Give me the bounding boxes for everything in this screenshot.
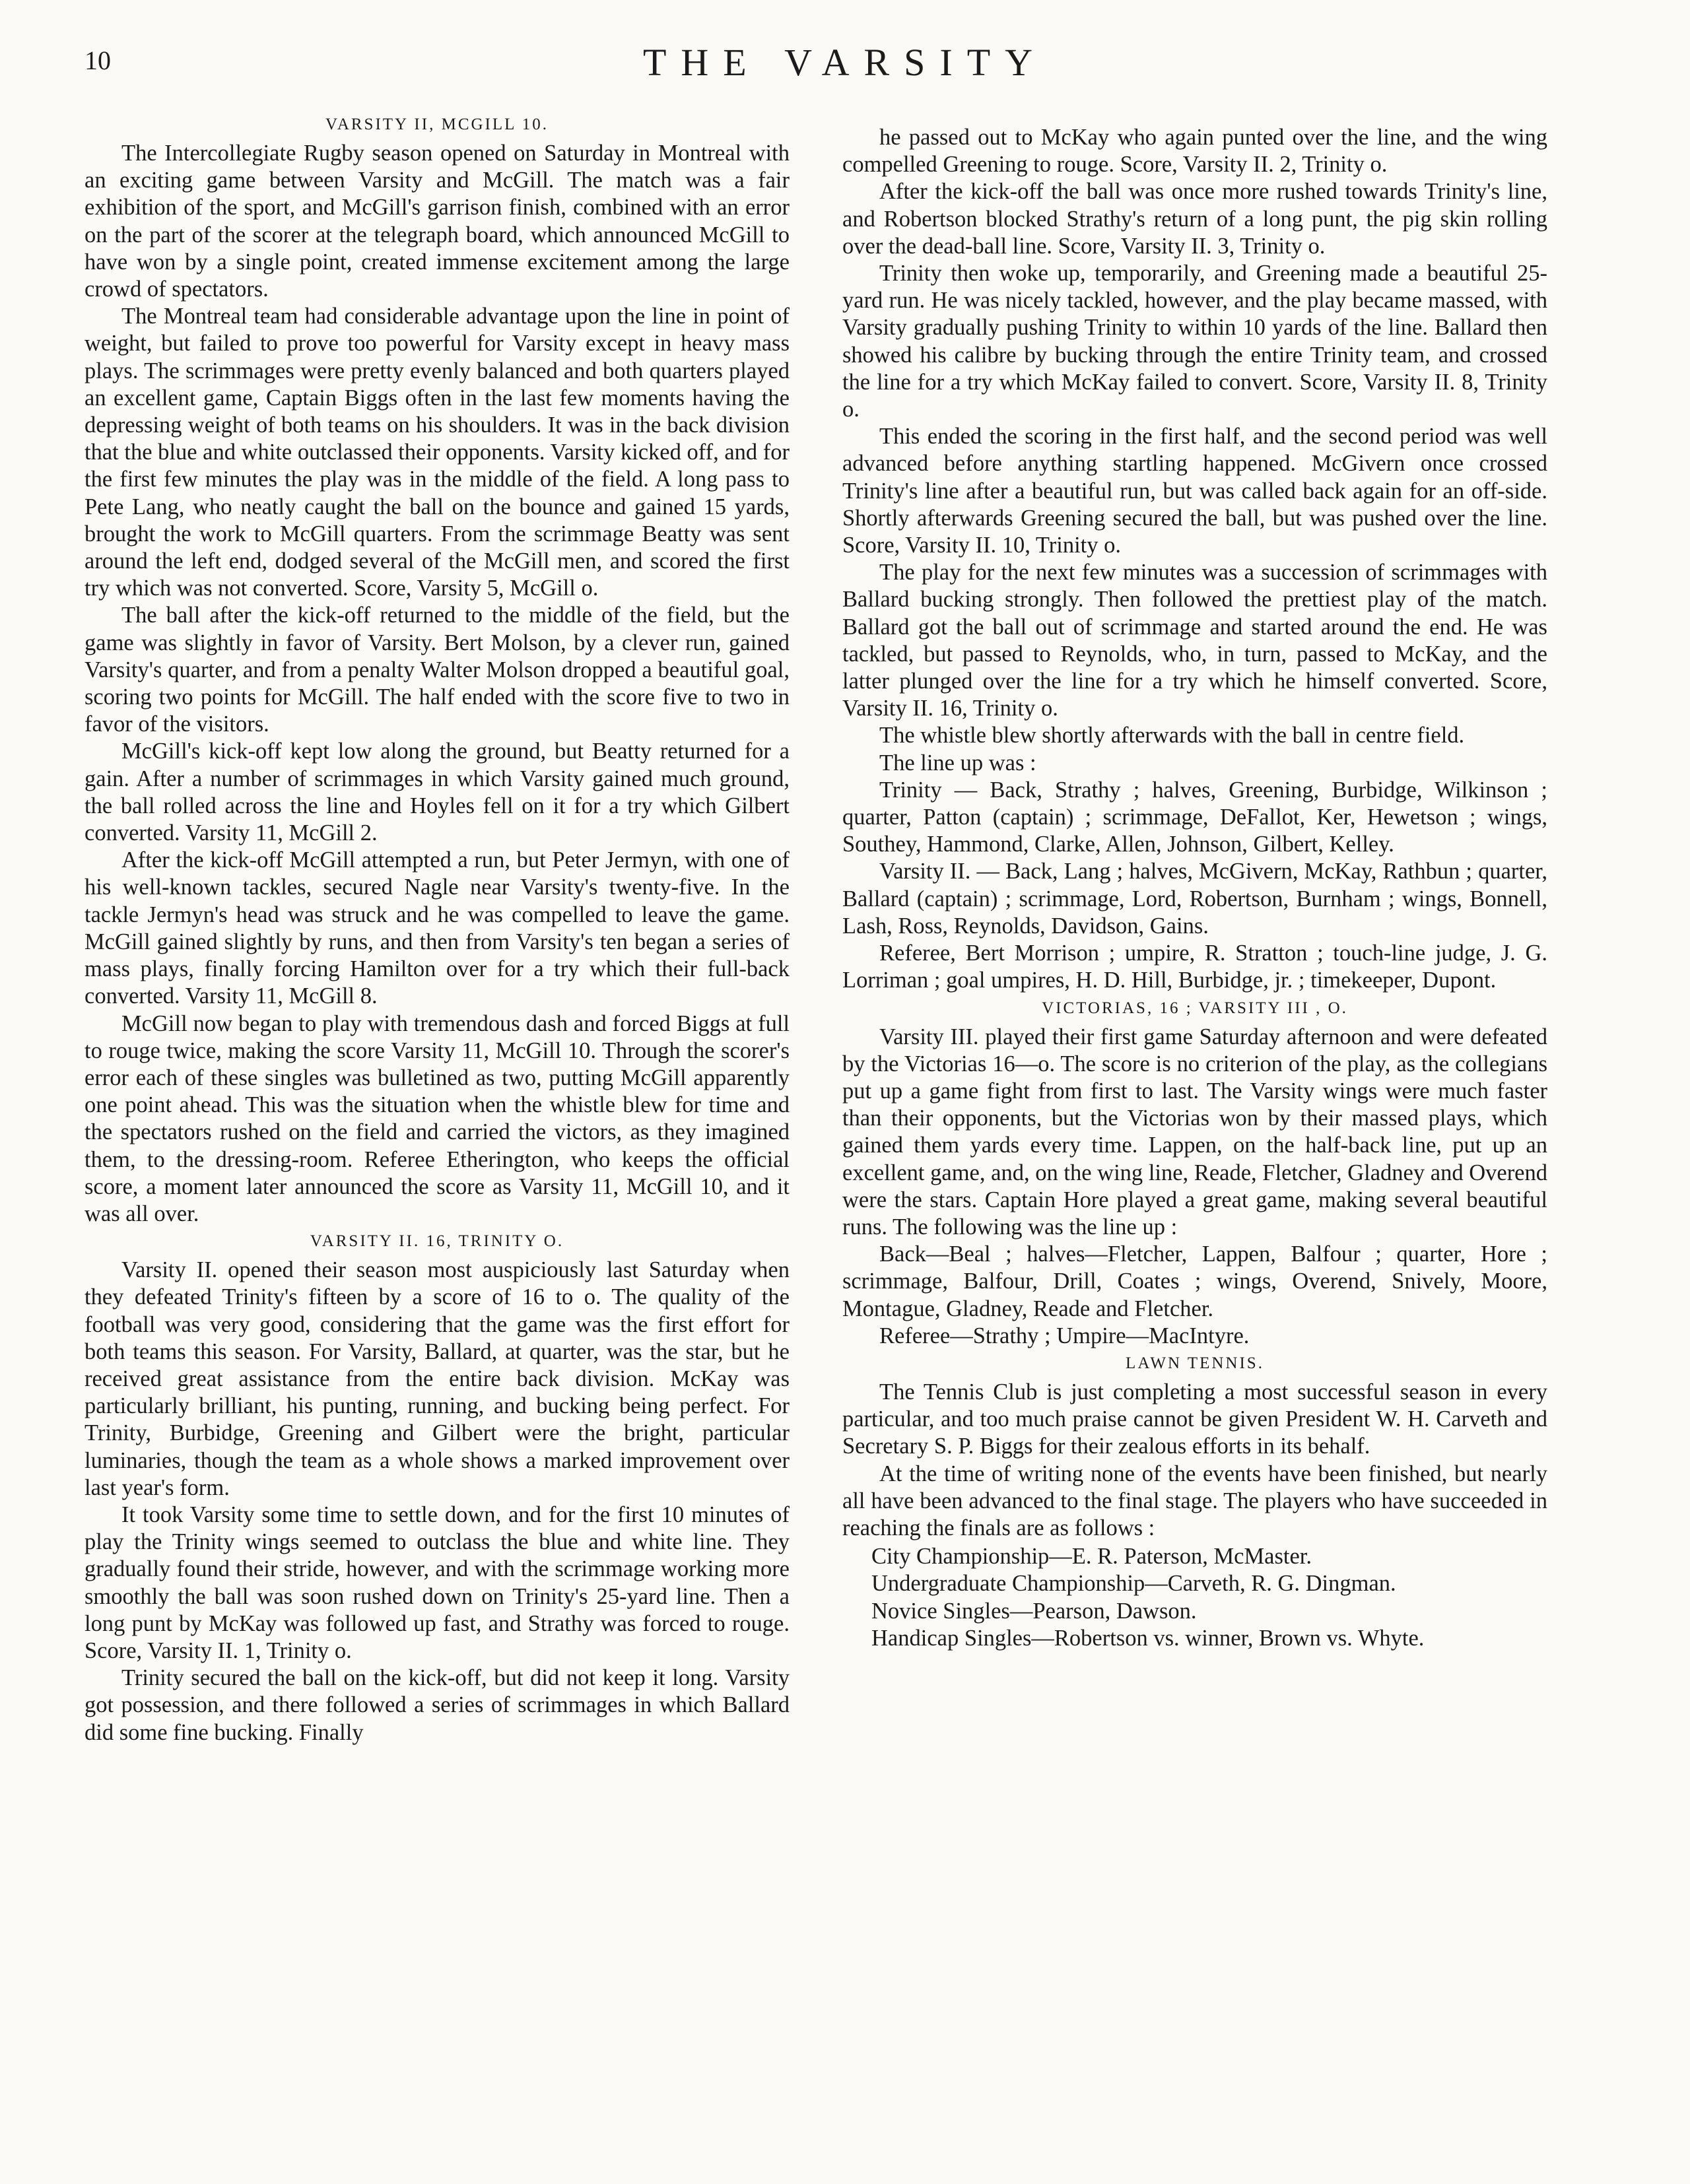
article-paragraph: It took Varsity some time to settle down, and for the first 10 minutes of play the Trinity wings seemed to outclass the blue and white line. They gradually found their stride, however, and with the scrimmage working more smoothly the ball was soon rushed down on Trinity's 25-yard line. Then a long punt by McKay was followed up fast, and Strathy was forced to rouge. Score, Varsity II. 1, Trinity o. (84, 1502, 790, 1663)
article-paragraph: Trinity secured the ball on the kick-off, but did not keep it long. Varsity got possession, and there followed a series of scrimmages in which Ballard did some fine bucking. Finally (84, 1665, 790, 1745)
article-paragraph: After the kick-off McGill attempted a run, but Peter Jermyn, with one of his well-known tackles, secured Nagle near Varsity's twenty-five. In the tackle Jermyn's head was struck and he was compelled to leave the game. McGill gained slightly by runs, and then from Varsity's ten began a series of mass plays, finally forcing Hamilton over for a try which their full-back converted. Varsity 11, McGill 8. (84, 847, 790, 1009)
section-heading: VICTORIAS, 16 ; VARSITY III , O. (1042, 999, 1348, 1017)
finals-entry: Novice Singles—Pearson, Dawson. (871, 1598, 1197, 1624)
section-body (842, 1379, 1547, 1542)
section-heading: VARSITY II, MCGILL 10. (325, 116, 549, 133)
article-paragraph: Referee, Bert Morrison ; umpire, R. Stratton ; touch-line judge, J. G. Lorriman ; goal umpires, H. D. Hill, Burbidge, jr. ; timekeeper, Dupont. (842, 941, 1547, 993)
article-paragraph: McGill now began to play with tremendous dash and forced Biggs at full to rouge twice, making the score Varsity 11, McGill 10. Through the scorer's error each of these singles was bulletined as two, putting McGill apparently one point ahead. This was the situation when the whistle blew for time and the spectators rushed on the field and carried the victors, as they imagined them, to the dressing-room. Referee Etherington, who keeps the official score, a moment later announced the score as Varsity 11, McGill 10, and it was all over. (84, 1010, 790, 1226)
finals-entry: City Championship—E. R. Paterson, McMaster. (871, 1544, 1312, 1570)
section-body (842, 1024, 1547, 1350)
article-paragraph: After the kick-off the ball was once more rushed towards Trinity's line, and Robertson blocked Strathy's return of a long punt, the pig skin rolling over the dead-ball line. Score, Varsity II. 3, Trinity o. (842, 179, 1547, 259)
article-paragraph: Trinity then woke up, temporarily, and Greening made a beautiful 25-yard run. He was nicely tackled, however, and the play became massed, with Varsity gradually pushing Trinity to within 10 yards of the line. Ballard then showed his calibre by bucking through the entire Trinity team, and crossed the line for a try which McKay failed to convert. Score, Varsity II. 8, Trinity o. (842, 261, 1547, 422)
article-paragraph: The Montreal team had considerable advantage upon the line in point of weight, but failed to prove too powerful for Varsity except in heavy mass plays. The scrimmages were pretty evenly balanced and both quarters played an excellent game, Captain Biggs often in the last few moments having the depressing weight of both teams on his shoulders. It was in the back division that the blue and white outclassed their opponents. Varsity kicked off, and for the first few minutes the play was in the middle of the field. A long pass to Pete Lang, who neatly caught the ball on the bounce and gained 15 yards, brought the work to McGill quarters. From the scrimmage Beatty was sent around the left end, dodged several of the McGill men, and scored the first try which was not converted. Score, Varsity 5, McGill o. (84, 304, 790, 601)
article-paragraph: The line up was : (879, 750, 1036, 776)
finals-entry: Undergraduate Championship—Carveth, R. G. Dingman. (871, 1571, 1396, 1597)
article-paragraph: The Tennis Club is just completing a most successful season in every particular, and too much praise cannot be given President W. H. Carveth and Secretary S. P. Biggs for their zealous efforts in its behalf. (842, 1379, 1547, 1459)
article-paragraph: he passed out to McKay who again punted over the line, and the wing compelled Greening to rouge. Score, Varsity II. 2, Trinity o. (842, 125, 1547, 178)
article-paragraph: Trinity — Back, Strathy ; halves, Greening, Burbidge, Wilkinson ; quarter, Patton (captain) ; scrimmage, DeFallot, Ker, Hewetson ; wings, Southey, Hammond, Clarke, Allen, Johnson, Gilbert, Kelley. (842, 777, 1547, 857)
article-paragraph: McGill's kick-off kept low along the ground, but Beatty returned for a gain. After a number of scrimmages in which Varsity gained much ground, the ball rolled across the line and Hoyles fell on it for a try which Gilbert converted. Varsity 11, McGill 2. (84, 739, 790, 846)
article-paragraph: The ball after the kick-off returned to the middle of the field, but the game was slightly in favor of Varsity. Bert Molson, by a clever run, gained Varsity's quarter, and from a penalty Walter Molson dropped a beautiful goal, scoring two points for McGill. The half ended with the score five to two in favor of the visitors. (84, 603, 790, 737)
section-heading: LAWN TENNIS. (1126, 1354, 1264, 1372)
article-paragraph: The whistle blew shortly afterwards with the ball in centre field. (879, 723, 1465, 748)
section-body (84, 1257, 790, 1746)
article-paragraph: The Intercollegiate Rugby season opened on Saturday in Montreal with an exciting game between Varsity and McGill. The match was a fair exhibition of the sport, and McGill's garrison finish, combined with an error on the part of the scorer at the telegraph board, which announced McGill to have won by a single point, created immense excitement among the large crowd of spectators. (84, 141, 790, 302)
article-paragraph: This ended the scoring in the first half, and the second period was well advanced before anything startling happened. McGivern once crossed Trinity's line after a beautiful run, but was called back again for an off-side. Shortly afterwards Greening secured the ball, but was pushed over the line. Score, Varsity II. 10, Trinity o. (842, 424, 1547, 558)
article-paragraph: The play for the next few minutes was a succession of scrimmages with Ballard bucking strongly. Then followed the prettiest play of the match. Ballard got the ball out of scrimmage and started around the end. He was tackled, but passed to Reynolds, who, in turn, passed to McKay, and the latter plunged over the line for a try which he himself converted. Score, Varsity II. 16, Trinity o. (842, 560, 1547, 721)
masthead-title: THE VARSITY (642, 41, 1048, 84)
right-column (842, 124, 1547, 1652)
left-column (84, 111, 790, 1746)
article-paragraph: Referee—Strathy ; Umpire—MacIntyre. (879, 1323, 1250, 1348)
section-body (842, 124, 1547, 995)
article-paragraph: Varsity II. opened their season most auspiciously last Saturday when they defeated Trinity's fifteen by a score of 16 to o. The quality of the football was very good, considering that the game was the first effort for both teams this season. For Varsity, Ballard, at quarter, was the star, but he received great assistance from the entire back division. McKay was particularly brilliant, his punting, running, and bucking being perfect. For Trinity, Burbidge, Greening and Gilbert were the bright, particular luminaries, though the team as a whole shows a marked improvement over last year's form. (84, 1257, 790, 1500)
finals-list (842, 1543, 1547, 1652)
section-body (84, 140, 790, 1228)
article-paragraph: Back—Beal ; halves—Fletcher, Lappen, Balfour ; quarter, Hore ; scrimmage, Balfour, Drill, Coates ; wings, Overend, Snively, Moore, Montague, Gladney, Reade and Fletcher. (842, 1241, 1547, 1321)
page-number: 10 (84, 46, 111, 75)
article-paragraph: Varsity III. played their first game Saturday afternoon and were defeated by the Victorias 16—o. The score is no criterion of the play, as the collegians put up a game fight from first to last. The Varsity wings were much faster than their opponents, but the Victorias won by their massed plays, which gained them yards every time. Lappen, on the half-back line, put up an excellent game, and, on the wing line, Reade, Fletcher, Gladney and Overend were the stars. Captain Hore played a great game, making several beautiful runs. The following was the line up : (842, 1024, 1547, 1240)
section-heading: VARSITY II. 16, TRINITY O. (310, 1232, 564, 1251)
article-paragraph: At the time of writing none of the events have been finished, but nearly all have been advanced to the final stage. The players who have succeeded in reaching the finals are as follows : (842, 1461, 1547, 1540)
finals-entry: Handicap Singles—Robertson vs. winner, Brown vs. Whyte. (871, 1625, 1425, 1651)
article-paragraph: Varsity II. — Back, Lang ; halves, McGivern, McKay, Rathbun ; quarter, Ballard (captain) ; scrimmage, Lord, Robertson, Burnham ; wings, Bonnell, Lash, Ross, Reynolds, Davidson, Gains. (842, 859, 1547, 939)
